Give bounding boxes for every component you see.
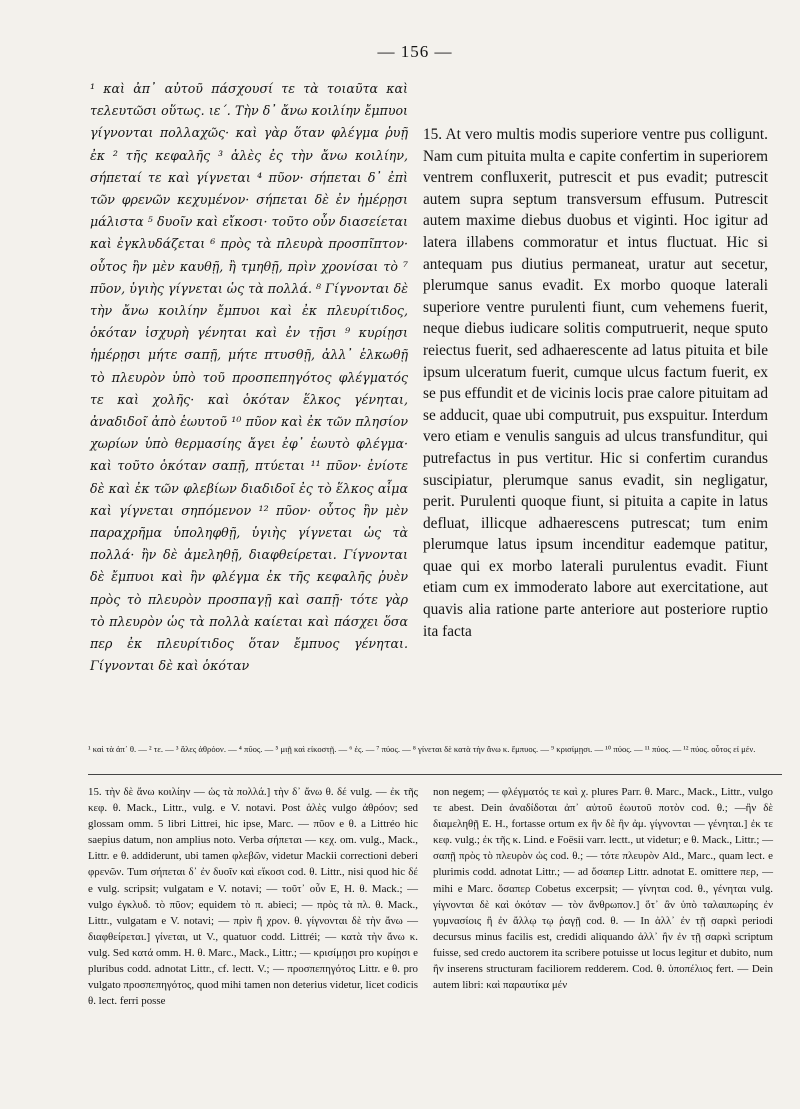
critical-notes-left xyxy=(88,784,418,1009)
footnotes-text: ¹ καὶ τὰ ἀπ᾽ θ. — ² τε. — ³ ἅλες ἀθρόον. — ⁴ πῦος. — ⁵ μιῇ καὶ εἰκοστῇ. — ⁶ ἐς. — ⁷ πύος. — ⁸ γίνεται δὲ κατὰ τὴν ἄνω κ. ἔμπυος. — ⁹ κρισίμῃσι. — ¹⁰ πύος. — ¹¹ πύος. — ¹² πύος. οὗτος εἰ μέν. xyxy=(88,744,756,754)
critical-notes-right xyxy=(433,784,773,993)
page-number: — 156 — xyxy=(377,42,453,61)
critical-notes-right-text: non negem; — φλέγματός τε καὶ χ. plures Parr. θ. Marc., Mack., Littr., vulgo τε abest. Dein ἀναδίδοται ἀπ᾽ αὐτοῦ ἑωυτοῦ ποτὸν cod. θ.; —ἢν δὲ διαμεληθῇ E. H., fortasse ortum ex ἢν δὲ ἢν ἀμ. γίγνονται — γένηται.] ἐκ τε κεφ. vulg.; ἐκ τῆς κ. Lind. e Foësii varr. lectt., ut videtur; e θ. Mack., Littr.; — σαπῇ πρὸς τὸ πλευρὸν ὡς cod. θ.; — τότε πλευρὸν Ald., Marc., quam lect. e plurimis codd. adnotat Littr.; — ad ὅσαπερ Littr. adnotat E. omittere περ, — mihi e Marc. ὅσαπερ Cobetus excerpsit; — γίνηται cod. θ., γένηται vulg. γίγνονται δὲ καὶ ὁκόταν — τὸν ἄνθρωπον.] ὅτ᾽ ἂν ὑπὸ ταλαιπωρίης ἐν γυμνασίοις ἢ ἐν ἄλλῳ τῳ ῥαγῇ cod. θ. — In ἀλλ᾽ ἐν τῇ σαρκὶ periodi decursus minus facilis est, credidi aliquando ἀλλ᾽ ἢν ἐν τῇ σαρκὶ scriptum fuisse, sed credo auctorem ita scribere potuisse ut locus legitur et dubito, num ἢν inserens structuram faciliorem redderem. Cod. θ. ὑποπέλιος fert. — Dein autem libri: καὶ παραυτίκα μέν xyxy=(433,786,773,992)
greek-text: ¹ καὶ ἀπ᾽ αὐτοῦ πάσχουσί τε τὰ τοιαῦτα καὶ τελευτῶσι οὕτως. ιε΄. Τὴν δ᾽ ἄνω κοιλίην ἔμπυοι γίγνονται πολλαχῶς· καὶ γὰρ ὅταν φλέγμα ῥυῇ ἐκ ² τῆς κεφαλῆς ³ ἁλὲς ἐς τὴν ἄνω κοιλίην, σήπεταί τε καὶ γίγνεται ⁴ πῦον· σήπεται δ᾽ ἐπὶ τῶν φρενῶν κεχυμένον· σήπεται δὲ ἐν ἡμέρῃσι μάλιστα ⁵ δυοῖν καὶ εἴκοσι· τοῦτο οὖν διασείεται καὶ ἐγκλυδάζεται ⁶ πρὸς τὰ πλευρὰ προσπῖπτον· οὗτος ἢν μὲν καυθῇ, ἢ τμηθῇ, πρὶν χρονίσαι τὸ ⁷ πῦον, ὑγιὴς γίγνεται ὡς τὰ πολλά. ⁸ Γίγνονται δὲ τὴν ἄνω κοιλίην ἔμπυοι καὶ ἐκ πλευρίτιδος, ὁκόταν ἰσχυρὴ γένηται καὶ ἐν τῇσι ⁹ κυρίῃσι ἡμέρῃσι μήτε σαπῇ, μήτε πτυσθῇ, ἀλλ᾽ ἑλκωθῇ τὸ πλευρὸν ὑπὸ τοῦ προσπεπηγότος φλέγματός τε καὶ χολῆς· καὶ ὁκόταν ἕλκος γένηται, ἀναδιδοῖ ἀπὸ ἑωυτοῦ ¹⁰ πῦον καὶ ἐκ τῶν πλησίον χωρίων ὑπὸ θερμασίης ἄγει ἐφ᾽ ἑωυτὸ φλέγμα· καὶ τοῦτο ὁκόταν σαπῇ, πτύεται ¹¹ πῦον· ἐνίοτε δὲ καὶ ἐκ τῶν φλεβίων διαδιδοῖ ἐς τὸ ἕλκος αἷμα καὶ γίγνεται σηπόμενον ¹² πῦον· οὗτος ἢν μὲν παραχρῆμα ὑποληφθῇ, ὑγιὴς γίγνεται ὡς τὰ πολλά· ἢν δὲ ἀμεληθῇ, διαφθείρεται. Γίγνονται δὲ ἔμπυοι καὶ ἢν φλέγμα ἐκ τῆς κεφαλῆς ῥυὲν πρὸς τὸ πλευρὸν προσπαγῇ καὶ σαπῇ· τότε γὰρ τὸ πλευρὸν ὡς τὰ πολλὰ καίεται καὶ πάσχει ὅσα περ ἐκ πλευρίτιδος ὅταν ἔμπυος γένηται. Γίγνονται δὲ καὶ ὁκόταν xyxy=(90,81,408,674)
latin-text: 15. At vero multis modis superiore ventre pus colligunt. Nam cum pituita multa e capite confertim in superiorem ventrem confluxerit, putrescit et pus evadit; putrescit autem supra septum transversum effusum. Putrescit autem maxime diebus duobus et viginti. Hoc igitur ad latera illabens commoratur et intus fluctuat. Hic si antequam pus diutius permaneat, uratur aut secetur, plerumque sanus evadit. Ex morbo quoque laterali superiore ventre purulenti fiunt, cum vehemens fuerit, neque diebus iudicare solitis computruerit, neque sputo reiectus fuerit, sed adhaerescente ad latus pituita et bile ipsum ulceratum fuerit, cumque ulcus factum fuerit, ex se pus effundit et de vicinis locis prae calore pituitam ad se adducit, quae ubi computruit, pus exspuitur. Interdum vero etiam e venulis sanguis ad ulcus transfunditur, qui putrefactus in pus vertitur. Hic si confertim curandus suscipiatur, plerumque sanus evadit, sin negligatur, perit. Purulenti quoque fiunt, si pituita a capite in latus defluat, illicque adhaerescens putrescat; tum enim plerumque latus ipsum incenditur eademque patitur, quae qui ex morbo laterali purulentus evadit. Fiunt etiam cum ex immoderato labore aut exercitatione, aut quavis alia ratione parte anteriore aut posteriore ruptio ita facta xyxy=(423,126,768,640)
footnotes xyxy=(88,743,778,755)
critical-notes-left-text: 15. τὴν δὲ ἄνω κοιλίην — ὡς τὰ πολλά.] τὴν δ᾽ ἄνω θ. δέ vulg. — ἐκ τῆς κεφ. θ. Mack., Littr., vulg. e V. notavi. Post ἁλὲς vulgo ἀθρόον; sed glossam omm. 5 libri Littrei, hic ipse, Marc. — πῦον e θ. a Littréo hic saepius datum, non amplius noto. Verba σήπεται — κεχ. om. vulg., Mack., Littr. e θ. addiderunt, ubi tamen φλεβῶν, videtur Mackii correctioni deberi φρενῶν. Tum σήπεται δ᾽ ἐν δυοῖν καὶ εἴκοσι cod. θ. Littr., nisi quod hic δέ e vulg. scripsit; vulgatam e V. notavi; — τοῦτ᾽ οὖν E, H. θ. Mack.; — vulgo ἐγκλυδ. τὸ πῦον; equidem τὸ π. abieci; — πρὸς τὰ πλ. θ. Mack., Littr., vulgatam e V. notavi; — πρὶν ἢ χρον. θ. γίγνονται δὲ τὴν ἄνω — διαφθείρεται.] γίνεται, ut V., quatuor codd. Littréi; — κατὰ τὴν ἄνω κ. vulg. Sed κατά omm. H. θ. Marc., Mack., Littr.; — κρισίμῃσι pro κυρίῃσι e pluribus codd. adnotat Littr., cf. lectt. V.; — προσπεπηγότος Littr. e θ. pro vulgato προσπεπηγότος, quod mihi tamen non deterius videtur, licet codicis θ. lect. ferri posse xyxy=(88,786,418,1008)
latin-translation-column xyxy=(423,124,768,642)
separator-rule xyxy=(88,774,782,775)
greek-text-column xyxy=(90,78,408,677)
